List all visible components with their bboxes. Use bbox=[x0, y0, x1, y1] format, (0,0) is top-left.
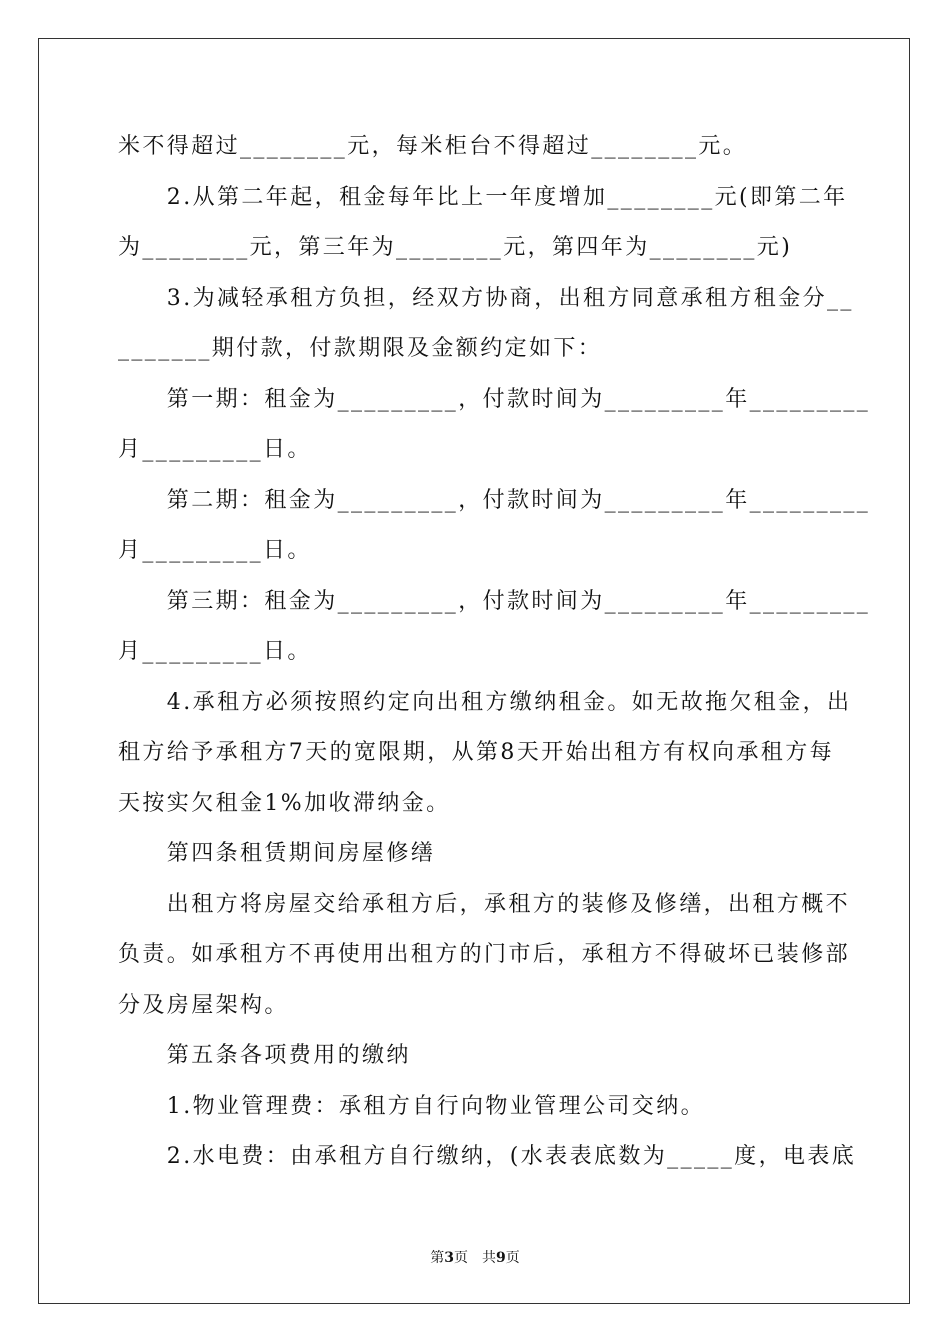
text-line: 米不得超过________元，每米柜台不得超过________元。 bbox=[118, 134, 748, 159]
page-current: 3 bbox=[444, 1250, 454, 1266]
page-label-mid: 页 共 bbox=[454, 1250, 496, 1266]
text-line: 1.物业管理费：承租方自行向物业管理公司交纳。 bbox=[118, 1093, 705, 1119]
text-line: 负责。如承租方不再使用出租方的门市后，承租方不得破坏已装修部 bbox=[118, 942, 851, 967]
page-total: 9 bbox=[496, 1250, 506, 1266]
page-footer bbox=[0, 1247, 950, 1267]
text-line: 为________元，第三年为________元，第四年为________元) bbox=[118, 235, 793, 260]
document-body bbox=[118, 122, 871, 1183]
text-line: 月_________日。 bbox=[118, 538, 312, 563]
text-line: 第二期：租金为_________，付款时间为_________年_________ bbox=[118, 487, 871, 513]
text-line: 出租方将房屋交给承租方后，承租方的装修及修缮，出租方概不 bbox=[118, 891, 851, 917]
text-line: 月_________日。 bbox=[118, 437, 312, 462]
text-line: 2.水电费：由承租方自行缴纳，(水表表底数为_____度，电表底 bbox=[118, 1144, 857, 1169]
section-heading: 第五条各项费用的缴纳 bbox=[118, 1043, 411, 1068]
text-line: 第三期：租金为_________，付款时间为_________年_________ bbox=[118, 588, 871, 614]
text-line: 分及房屋架构。 bbox=[118, 992, 289, 1018]
text-line: 3.为减轻承租方负担，经双方协商，出租方同意承租方租金分__ bbox=[118, 285, 854, 311]
section-heading: 第四条租赁期间房屋修缮 bbox=[118, 841, 436, 866]
text-line: 租方给予承租方7天的宽限期，从第8天开始出租方有权向承租方每 bbox=[118, 740, 834, 765]
text-line: 月_________日。 bbox=[118, 639, 312, 664]
text-line: 4.承租方必须按照约定向出租方缴纳租金。如无故拖欠租金，出 bbox=[118, 689, 852, 715]
text-line: 2.从第二年起，租金每年比上一年度增加________元(即第二年 bbox=[118, 184, 848, 210]
text-line: _______期付款，付款期限及金额约定如下： bbox=[118, 336, 603, 361]
page-label-post: 页 bbox=[505, 1250, 520, 1266]
text-line: 第一期：租金为_________，付款时间为_________年_________ bbox=[118, 386, 871, 412]
text-line: 天按实欠租金1%加收滞纳金。 bbox=[118, 790, 451, 816]
page-label-pre: 第 bbox=[430, 1250, 445, 1266]
